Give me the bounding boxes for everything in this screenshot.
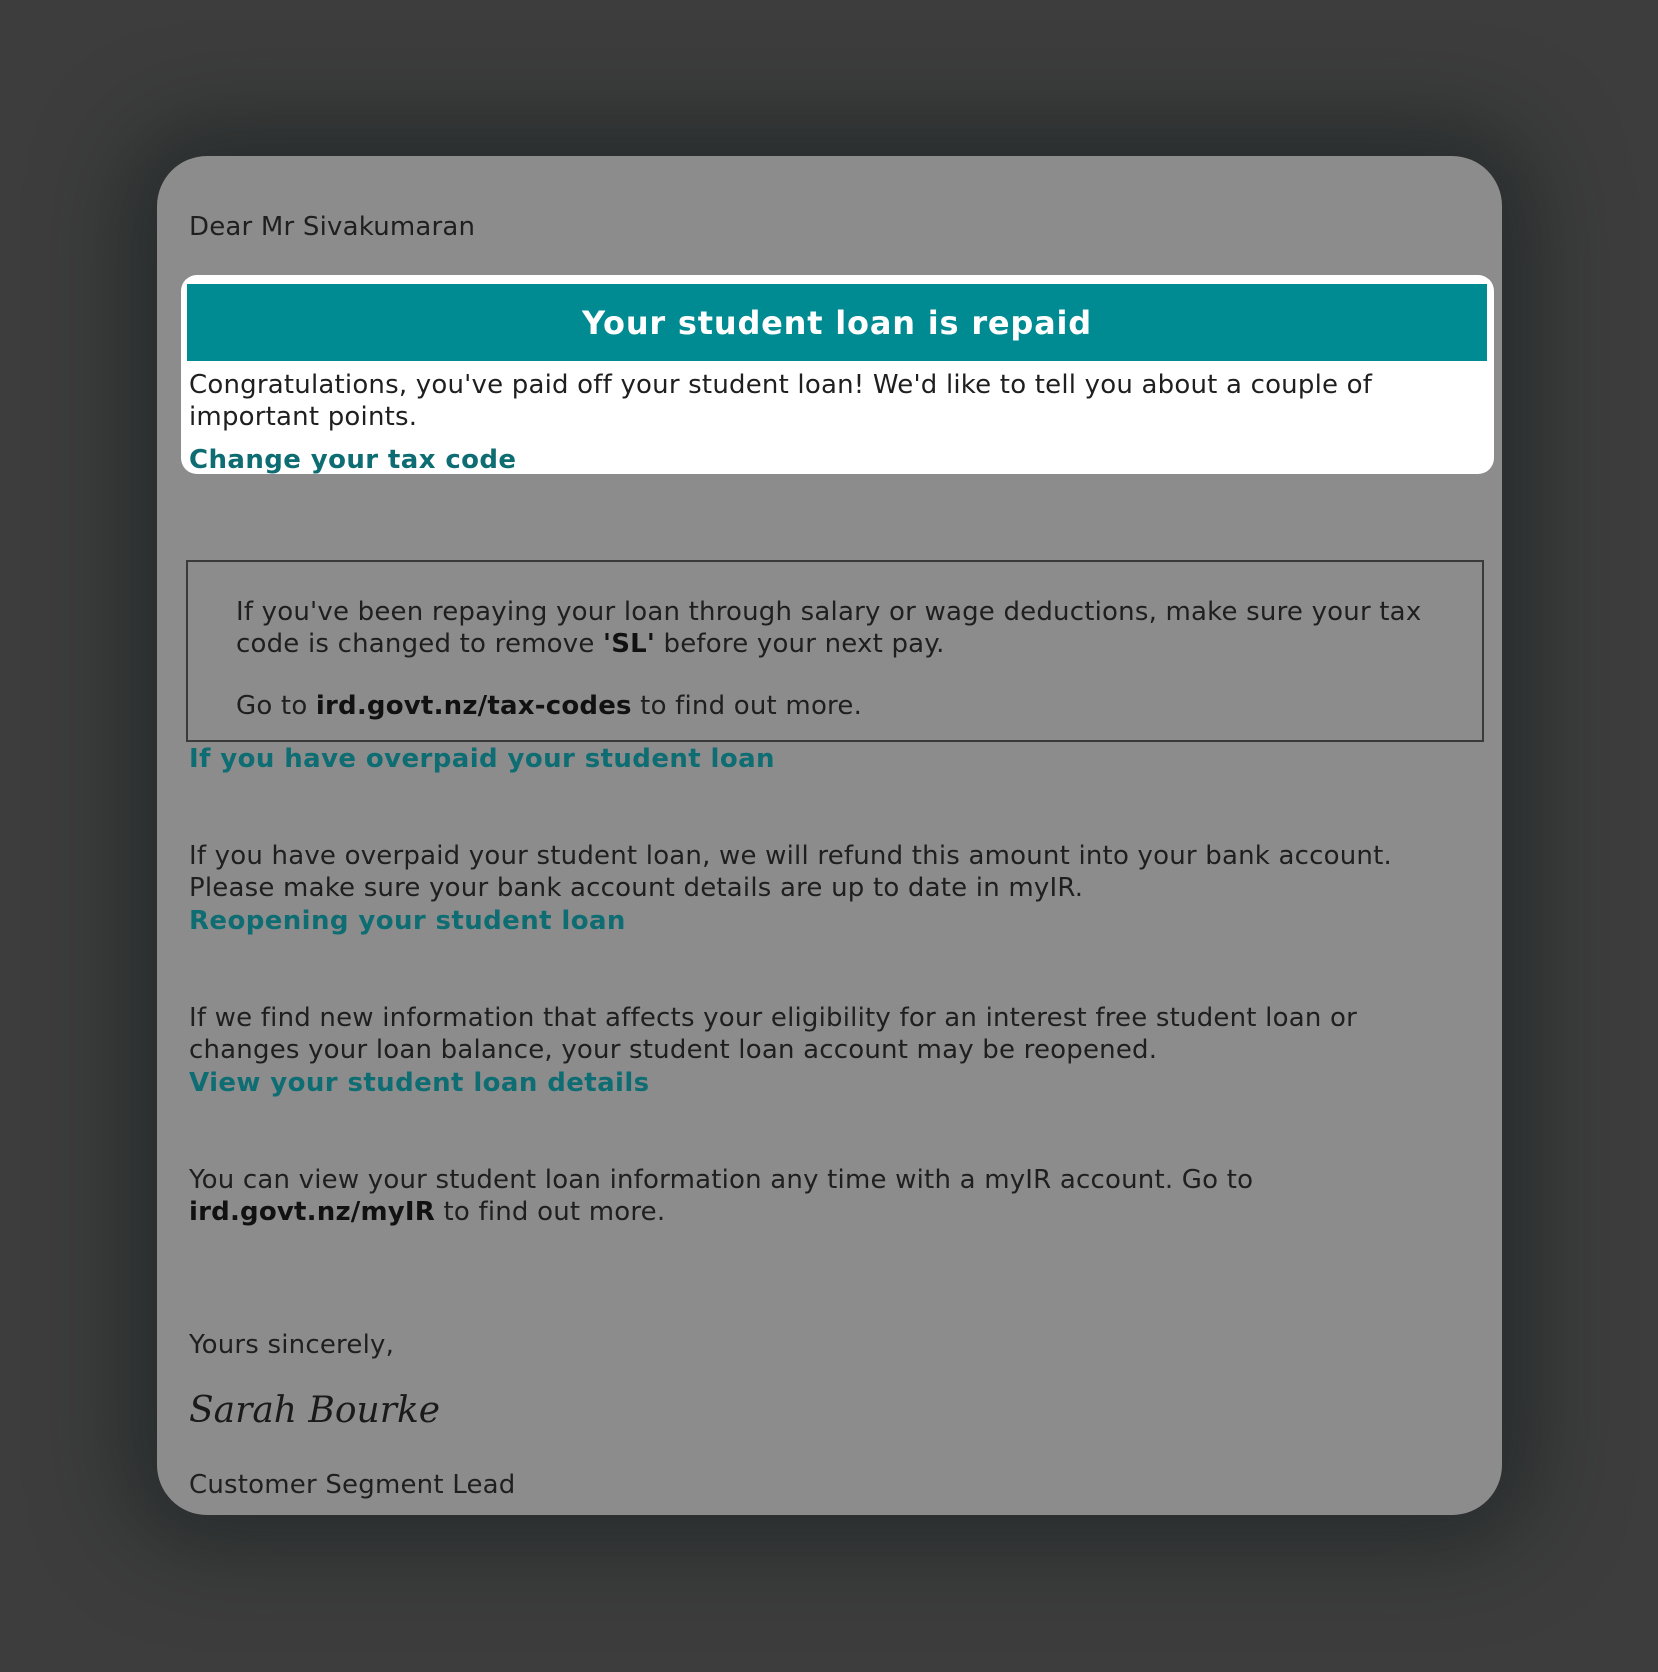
tax-codes-link[interactable]: ird.govt.nz/tax-codes: [315, 691, 632, 721]
tax-code-sl: 'SL': [603, 629, 656, 659]
tax-code-goto: [236, 690, 862, 722]
view-details-prefix: You can view your student loan information any time with a myIR account. Go to: [189, 1165, 1254, 1195]
goto-prefix: Go to: [236, 691, 316, 721]
reopening-text: If we find new information that affects your eligibility for an interest free student loan or changes your loan balance, your student loan account may be reopened.: [189, 1003, 1357, 1065]
banner: [187, 284, 1487, 361]
view-details-text: [189, 1164, 1459, 1228]
heading-overpaid: If you have overpaid your student loan: [189, 744, 775, 774]
greeting: Dear Mr Sivakumaran: [189, 212, 476, 242]
tax-code-text-2: before your next pay.: [655, 629, 945, 659]
banner-title: Your student loan is repaid: [582, 303, 1092, 342]
heading-reopening: Reopening your student loan: [189, 906, 626, 936]
tax-code-text-1: If you've been repaying your loan through salary or wage deductions, make sure your tax code is changed to remove: [236, 597, 1422, 659]
view-details-suffix: to find out more.: [435, 1197, 666, 1227]
letter-card: [157, 156, 1502, 1515]
overpaid-text: If you have overpaid your student loan, we will refund this amount into your bank account. Please make sure your bank account details are up to date in myIR.: [189, 841, 1392, 903]
myir-link[interactable]: ird.govt.nz/myIR: [189, 1197, 436, 1227]
closing: Yours sincerely,: [189, 1330, 395, 1360]
heading-view-details: View your student loan details: [189, 1068, 650, 1098]
signer-title: Customer Segment Lead: [189, 1470, 516, 1500]
goto-suffix: to find out more.: [631, 691, 863, 721]
tax-code-box: [186, 560, 1484, 742]
intro-text: Congratulations, you've paid off your student loan! We'd like to tell you about a couple of important points.: [189, 370, 1373, 432]
signature: Sarah Bourke: [189, 1390, 441, 1431]
tax-code-paragraph: [236, 596, 1446, 660]
heading-tax-code: Change your tax code: [189, 445, 517, 475]
